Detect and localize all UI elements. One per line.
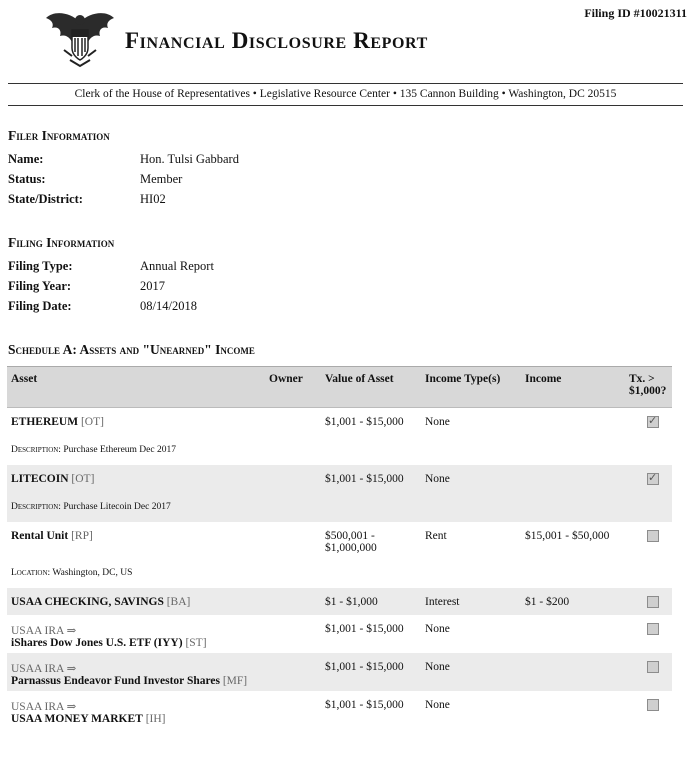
tx-cell [625, 522, 672, 558]
asset-type-tag: [RP] [71, 530, 93, 542]
eagle-seal-icon [44, 8, 116, 70]
table-row-detail [7, 435, 672, 465]
table-row-detail [7, 558, 672, 588]
filing-information-heading: Filing Information [8, 235, 115, 250]
value-cell: $1,001 - $15,000 [325, 623, 404, 635]
clerk-address: Clerk of the House of Representatives • Legislative Resource Center • 135 Cannon Building • Washington, DC 20515 [74, 88, 617, 100]
owner-cell [265, 465, 321, 492]
header-divider [8, 105, 683, 106]
filer-district: HI02 [140, 192, 166, 206]
filing-type: Annual Report [140, 259, 214, 273]
asset-cell [7, 465, 265, 492]
filing-date-row [8, 299, 197, 314]
header-divider [8, 83, 683, 84]
income-cell [521, 408, 625, 436]
income-cell [521, 615, 625, 653]
table-row [7, 408, 672, 436]
value-cell: $1,001 - $15,000 [321, 465, 421, 492]
income-type-cell: None [421, 465, 521, 492]
table-row [7, 615, 672, 653]
asset-type-tag: [BA] [166, 596, 191, 608]
filer-name-row [8, 152, 239, 167]
owner-cell [265, 588, 321, 615]
tx-checkbox [647, 416, 659, 428]
income-type-cell: Rent [425, 530, 447, 542]
asset-type-tag: [IH] [145, 713, 166, 725]
filer-information-heading: Filer Information [8, 128, 110, 143]
detail-cell [7, 558, 672, 588]
table-row [7, 691, 672, 729]
field-label: Status: [8, 172, 46, 186]
asset-type-tag: [MF] [222, 675, 248, 687]
tx-cell [625, 465, 672, 492]
tx-checkbox [647, 623, 659, 635]
asset-name: Parnassus Endeavor Fund Investor Shares [11, 675, 220, 687]
detail-label: Location: [11, 568, 51, 578]
asset-cell [7, 615, 265, 653]
filing-id: Filing ID #10021311 [584, 6, 687, 20]
parent-account: USAA IRA ⇒ [11, 625, 77, 637]
income-cell [521, 653, 625, 691]
owner-cell [265, 691, 321, 729]
tx-cell [625, 588, 672, 615]
assets-table [7, 366, 672, 729]
asset-name: ETHEREUM [11, 416, 79, 428]
income-type-cell: Interest [421, 588, 521, 615]
income-cell [521, 465, 625, 492]
tx-checkbox [647, 473, 659, 485]
tx-cell [625, 615, 672, 653]
detail-value: Purchase Litecoin Dec 2017 [63, 502, 171, 512]
owner-cell [265, 522, 321, 558]
filing-date: 08/14/2018 [140, 299, 197, 313]
asset-name: Rental Unit [11, 530, 69, 542]
filer-name: Hon. Tulsi Gabbard [140, 152, 239, 166]
asset-name: USAA CHECKING, SAVINGS [11, 596, 164, 608]
asset-cell [7, 653, 265, 691]
table-row [7, 653, 672, 691]
parent-account: USAA IRA ⇒ [11, 663, 77, 675]
tx-cell [625, 408, 672, 436]
column-header-income-type: Income Type(s) [421, 367, 521, 408]
table-row [7, 522, 672, 558]
field-label: Name: [8, 152, 44, 166]
owner-cell [265, 615, 321, 653]
filing-year: 2017 [140, 279, 165, 293]
filer-status-row [8, 172, 182, 187]
field-label: Filing Type: [8, 259, 73, 273]
asset-cell [7, 588, 265, 615]
income-type-cell: None [425, 699, 450, 711]
field-label: Filing Year: [8, 279, 72, 293]
tx-checkbox [647, 661, 659, 673]
detail-label: Description: [11, 502, 61, 512]
income-type-cell: None [425, 416, 450, 428]
filer-status: Member [140, 172, 183, 186]
column-header-tx: Tx. > $1,000? [625, 367, 672, 408]
detail-label: Description: [11, 445, 61, 455]
column-header-income: Income [521, 367, 625, 408]
schedule-a-heading: Schedule A: Assets and "Unearned" Income [8, 342, 255, 357]
asset-name: iShares Dow Jones U.S. ETF (IYY) [11, 637, 183, 649]
owner-cell [265, 408, 321, 436]
detail-value: Purchase Ethereum Dec 2017 [63, 445, 176, 455]
table-row [7, 465, 672, 492]
detail-cell [7, 435, 672, 465]
asset-cell [7, 408, 265, 436]
tx-cell [625, 691, 672, 729]
field-label: State/District: [8, 192, 83, 206]
income-type-cell: None [425, 623, 450, 635]
value-cell: $1 - $1,000 [321, 588, 421, 615]
value-cell: $1,001 - $15,000 [325, 416, 404, 428]
asset-cell [7, 522, 265, 558]
filing-year-row [8, 279, 165, 294]
filing-type-row [8, 259, 214, 274]
tx-checkbox [647, 596, 659, 608]
asset-type-tag: [OT] [71, 473, 95, 485]
owner-cell [265, 653, 321, 691]
income-cell: $15,001 - $50,000 [525, 530, 610, 542]
asset-type-tag: [ST] [185, 637, 207, 649]
tx-checkbox [647, 699, 659, 711]
asset-type-tag: [OT] [80, 416, 104, 428]
column-header-asset: Asset [7, 367, 265, 408]
table-row [7, 588, 672, 615]
value-cell: $1,001 - $15,000 [325, 699, 404, 711]
tx-cell [625, 653, 672, 691]
asset-cell [7, 691, 265, 729]
asset-name: USAA MONEY MARKET [11, 713, 143, 725]
report-title: Financial Disclosure Report [125, 28, 428, 53]
asset-name: LITECOIN [11, 473, 69, 485]
value-cell: $500,001 - $1,000,000 [325, 530, 377, 554]
income-type-cell: None [421, 653, 521, 691]
income-cell [521, 691, 625, 729]
income-cell: $1 - $200 [521, 588, 625, 615]
column-header-value: Value of Asset [321, 367, 421, 408]
parent-account: USAA IRA ⇒ [11, 701, 77, 713]
column-header-owner: Owner [265, 367, 321, 408]
filer-district-row [8, 192, 166, 207]
detail-value: Washington, DC, US [52, 568, 133, 578]
table-header-row [7, 367, 672, 408]
detail-cell [7, 492, 672, 522]
value-cell: $1,001 - $15,000 [321, 653, 421, 691]
field-label: Filing Date: [8, 299, 72, 313]
table-row-detail [7, 492, 672, 522]
tx-checkbox [647, 530, 659, 542]
